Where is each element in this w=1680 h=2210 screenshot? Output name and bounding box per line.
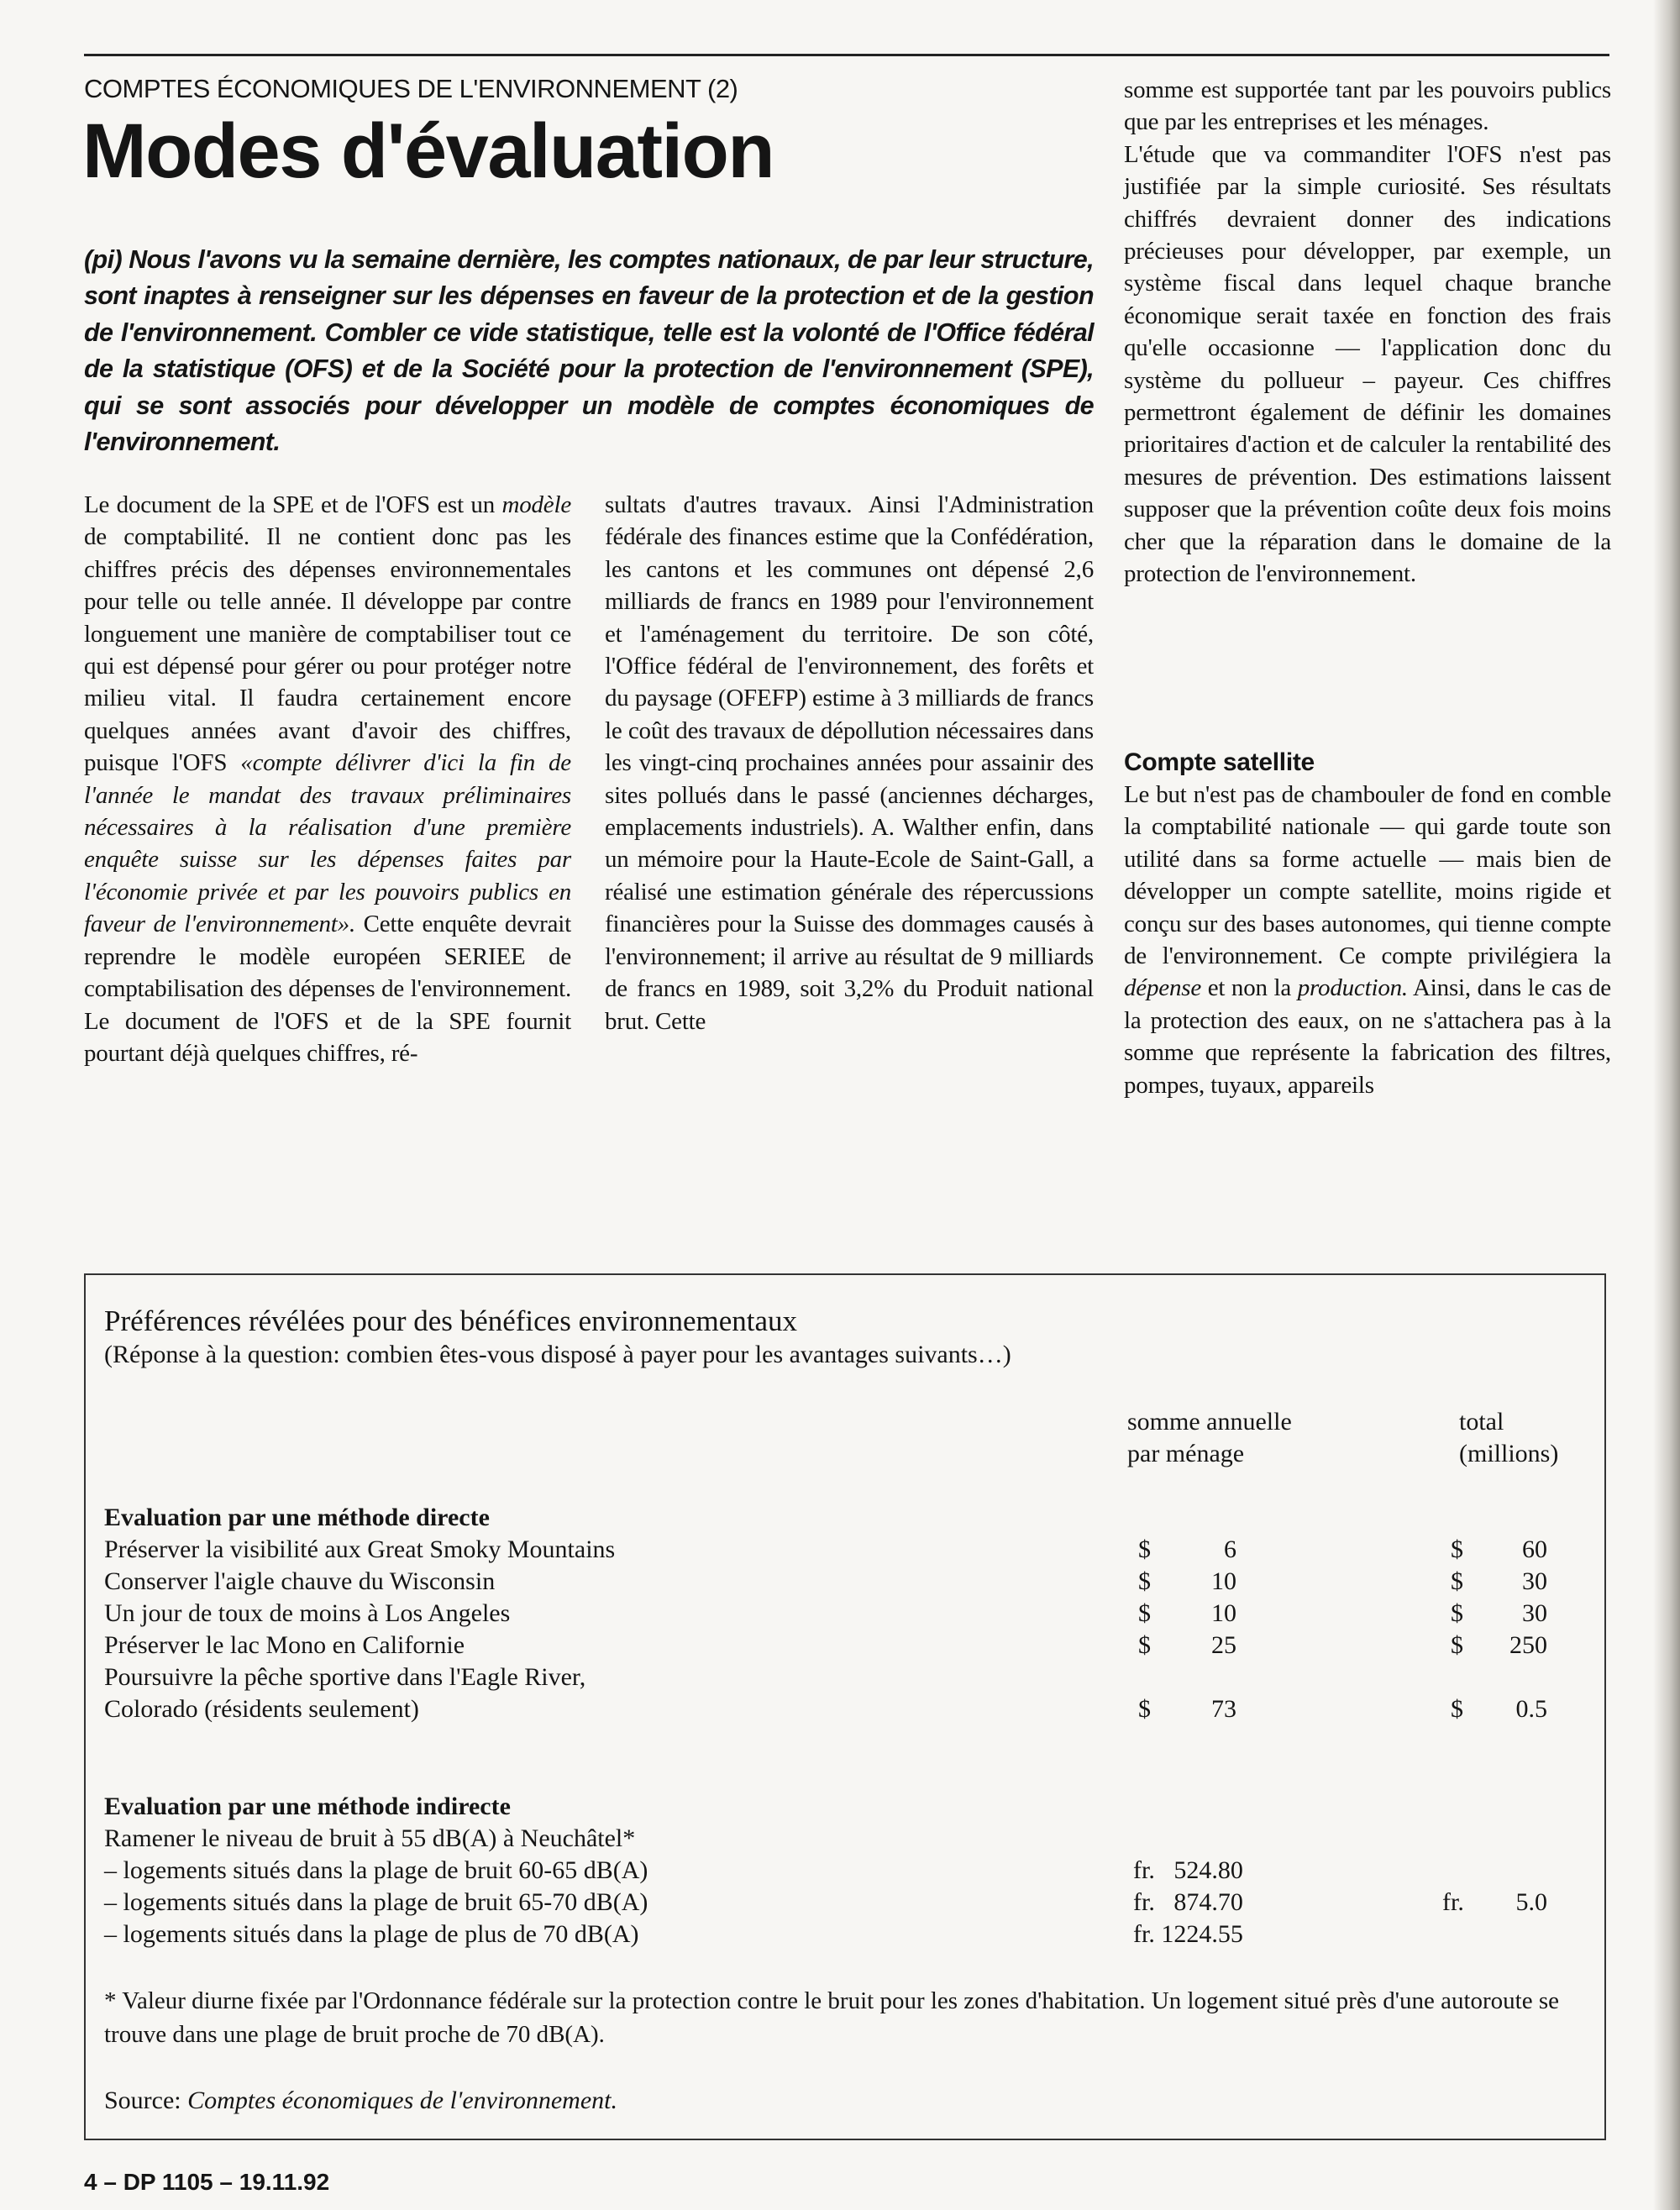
currency-symbol: $: [1451, 1535, 1463, 1563]
page-footer: 4 – DP 1105 – 19.11.92: [84, 2169, 330, 2195]
table-row-label: – logements situés dans la plage de bruit 65-70 dB(A): [104, 1888, 648, 1916]
quote-emphasis: «compte délivrer d'ici la fin de l'année le mandat des travaux préliminaires nécessaires à la réalisation d'une première enquête suisse sur les dépenses faites par l'économie privée et par les pouvoirs publics en faveur de l'environnement».: [84, 749, 571, 938]
top-rule: [84, 54, 1609, 56]
column-3-paragraph-3: [1124, 779, 1611, 1101]
box-title: Préférences révélées pour des bénéfices environnementaux: [104, 1304, 798, 1337]
text-run: et non la: [1201, 974, 1298, 1002]
article-kicker: COMPTES ÉCONOMIQUES DE L'ENVIRONNEMENT (2): [84, 74, 738, 103]
annual-value: 10: [1211, 1567, 1236, 1595]
body-column-3-bottom: [1124, 747, 1611, 1101]
text-run: Ainsi, dans le cas de la protection des eaux, on ne s'attachera pas à la somme que représente la fabrication des filtres, pompes, tuyaux, appareils: [1124, 974, 1611, 1099]
column-head-total: total: [1459, 1408, 1504, 1436]
currency-symbol: $: [1451, 1695, 1463, 1723]
total-value: 250: [1509, 1631, 1547, 1659]
table-row-label: Un jour de toux de moins à Los Angeles: [104, 1599, 511, 1627]
text-run: Le document de la SPE et de l'OFS est un: [84, 491, 502, 518]
annual-value: 10: [1211, 1599, 1236, 1627]
currency-symbol: $: [1451, 1599, 1463, 1627]
emphasis: modèle: [501, 491, 571, 518]
annual-value-fr: [1133, 1855, 1243, 1887]
text-run: Le but n'est pas de chambouler de fond en comble la comptabilité nationale — qui garde toute son utilité dans sa forme actuelle — mais bien de développer un compte satellite, moins rigide et conçu sur des bases autonomes, qui tienne compte de l'environnement. Ce compte privilégiera la: [1124, 781, 1611, 970]
currency-symbol: $: [1138, 1567, 1151, 1595]
currency-fr: fr.: [1133, 1856, 1155, 1884]
annual-value: 73: [1211, 1695, 1236, 1723]
article-lead: (pi) Nous l'avons vu la semaine dernière, les comptes nationaux, de par leur structure, sont inaptes à renseigner sur les dépenses en faveur de la protection et de la gestion de l'environnement. Combler ce vide statistique, telle est la volonté de l'Office fédéral de la statistique (OFS) et de la Société pour la protection de l'environnement (SPE), qui se sont associés pour développer un modèle de comptes économiques de l'environnement.: [84, 245, 1094, 457]
column-head-annual: somme annuelle: [1127, 1408, 1292, 1436]
total-value: 30: [1522, 1567, 1547, 1595]
annual-value: 6: [1224, 1535, 1236, 1563]
box-subtitle: (Réponse à la question: combien êtes-vous disposé à payer pour les avantages suivants…): [104, 1341, 1011, 1368]
total-value: 60: [1522, 1535, 1547, 1563]
source-title: Comptes économiques de l'environnement.: [187, 2087, 617, 2114]
body-column-3-top: [1124, 74, 1611, 591]
total-value: 0.5: [1515, 1695, 1547, 1723]
annual-value: 874.70: [1173, 1888, 1243, 1916]
section-subhead: Compte satellite: [1124, 748, 1315, 776]
column-1-paragraph: [84, 489, 571, 1069]
table-row-label: Poursuivre la pêche sportive dans l'Eagle River,: [104, 1663, 586, 1691]
currency-symbol: $: [1138, 1599, 1151, 1627]
table-row-label: Conserver l'aigle chauve du Wisconsin: [104, 1567, 496, 1595]
currency-symbol: $: [1451, 1631, 1463, 1659]
table-row-label: Préserver la visibilité aux Great Smoky Mountains: [104, 1535, 616, 1563]
body-column-1: [84, 489, 571, 1069]
currency-symbol: $: [1138, 1535, 1151, 1563]
currency-symbol: $: [1451, 1567, 1463, 1595]
column-3-paragraph-2: L'étude que va commanditer l'OFS n'est pas justifiée par la simple curiosité. Ses résultats chiffrés devraient donner des indications précieuses pour développer, par exemple, un système fiscal dans lequel chaque branche économique serait taxée en fonction des frais qu'elle occasionne — l'application donc du système du pollueur – payeur. Ces chiffres permettront également de définir les domaines prioritaires d'action et de calculer la rentabilité des mesures de prévention. Des estimations laissent supposer que la prévention coûte deux fois moins cher que la réparation dans le domaine de la protection de l'environnement.: [1124, 140, 1611, 588]
table-row-label: – logements situés dans la plage de bruit 60-65 dB(A): [104, 1856, 648, 1884]
indirect-method-heading: Evaluation par une méthode indirecte: [104, 1793, 511, 1820]
total-value: 30: [1522, 1599, 1547, 1627]
emphasis: production.: [1297, 974, 1408, 1002]
indirect-intro: Ramener le niveau de bruit à 55 dB(A) à Neuchâtel*: [104, 1824, 636, 1852]
annual-value-fr: [1133, 1887, 1243, 1919]
currency-fr: fr.: [1133, 1920, 1155, 1948]
body-column-2: [605, 489, 1094, 1037]
page-edge-shadow: [1653, 0, 1680, 2210]
annual-value-fr: [1133, 1919, 1243, 1950]
column-head-total-2: (millions): [1459, 1440, 1559, 1467]
table-row-label: – logements situés dans la plage de plus de 70 dB(A): [104, 1920, 639, 1948]
box-footnote: * Valeur diurne fixée par l'Ordonnance fédérale sur la protection contre le bruit pour les zones d'habitation. Un logement situé près d'une autoroute se trouve dans une plage de bruit proche de 70 dB(A).: [104, 1987, 1559, 2048]
table-row-label: Préserver le lac Mono en Californie: [104, 1631, 465, 1659]
currency-symbol: $: [1138, 1695, 1151, 1723]
text-run: Cette enquête devrait reprendre le modèle européen SERIEE de comptabilisation des dépenses de l'environnement. Le document de l'OFS et de la SPE fournit pourtant déjà quelques chiffres, ré-: [84, 911, 571, 1067]
column-2-paragraph: sultats d'autres travaux. Ainsi l'Administration fédérale des finances estime que la Confédération, les cantons et les communes ont dépensé 2,6 milliards de francs en 1989 pour l'environnement et l'aménagement du territoire. De son côté, l'Office fédéral de l'environnement, des forêts et du paysage (OFEFP) estime à 3 milliards de francs le coût des travaux de dépollution nécessaires dans les vingt-cinq prochaines années pour assainir des sites pollués dans le passé (anciennes décharges, emplacements industriels). A. Walther enfin, dans un mémoire pour la Haute-Ecole de Saint-Gall, a réalisé une estimation générale des répercussions financières pour la Suisse des dommages causés à l'environnement; il arrive au résultat de 9 milliards de francs en 1989, soit 3,2% du Produit national brut. Cette: [605, 491, 1094, 1035]
annual-value: 1224.55: [1161, 1920, 1243, 1948]
emphasis: dépense: [1124, 974, 1202, 1002]
info-box: [84, 1273, 1606, 2140]
currency-fr: fr.: [1442, 1888, 1464, 1916]
direct-method-heading: Evaluation par une méthode directe: [104, 1504, 490, 1531]
table-row-label-cont: Colorado (résidents seulement): [104, 1695, 419, 1723]
column-head-annual-2: par ménage: [1127, 1440, 1245, 1467]
box-source: [104, 2087, 617, 2115]
article-title: Modes d'évaluation: [82, 108, 774, 194]
total-value: 5.0: [1515, 1888, 1547, 1916]
source-label: Source:: [104, 2087, 181, 2114]
annual-value: 524.80: [1173, 1856, 1243, 1884]
currency-symbol: $: [1138, 1631, 1151, 1659]
currency-fr: fr.: [1133, 1888, 1155, 1916]
annual-value: 25: [1211, 1631, 1236, 1659]
text-run: de comptabilité. Il ne contient donc pas les chiffres précis des dépenses environnementales pour telle ou telle année. Il développe par contre longuement une manière de comptabiliser tout ce qui est dépensé pour gérer ou pour protéger notre milieu vital. Il faudra certainement encore quelques années avant d'avoir des chiffres, puisque l'OFS: [84, 523, 571, 777]
column-3-paragraph-1: somme est supportée tant par les pouvoirs publics que par les entreprises et les ménages.: [1124, 76, 1611, 136]
